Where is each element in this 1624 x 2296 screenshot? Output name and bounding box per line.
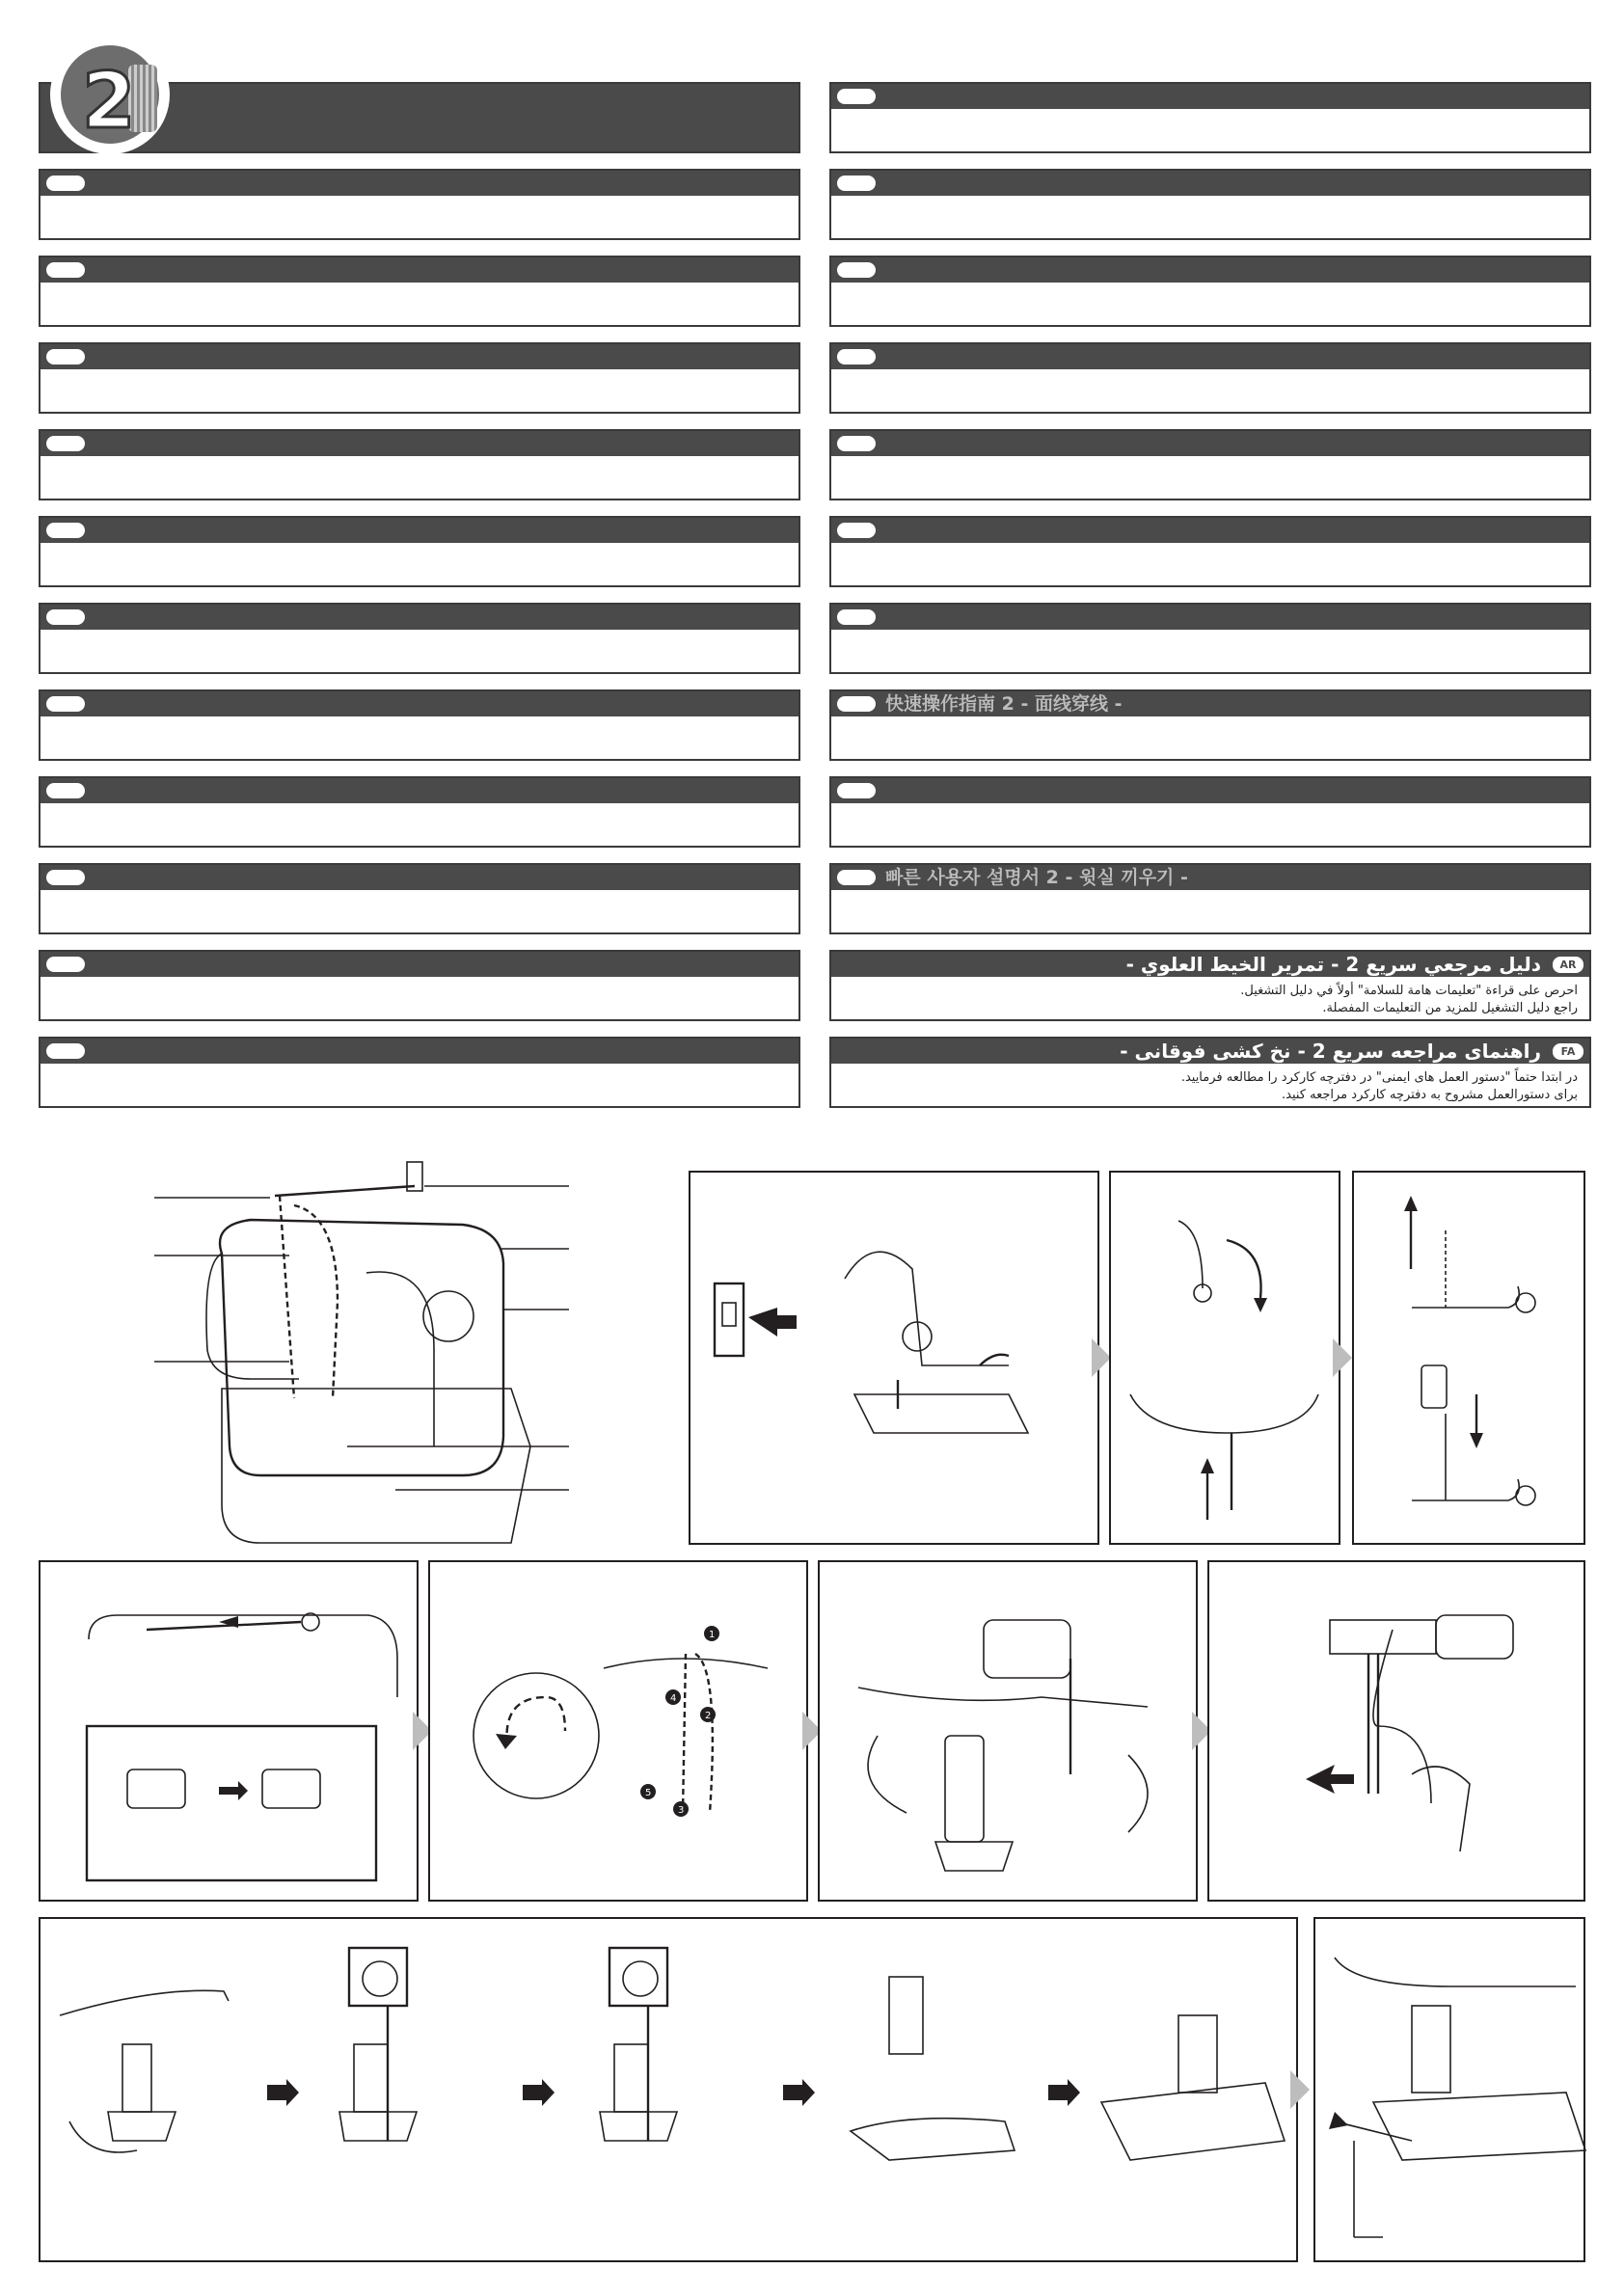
step-marker-3: 3 bbox=[678, 1805, 685, 1816]
language-code-pill bbox=[46, 436, 85, 451]
section-title-ar: دليل مرجعي سريع 2 - تمرير الخيط العلوي - bbox=[1125, 953, 1541, 976]
language-code-pill bbox=[837, 696, 876, 712]
spool-pin-illustration bbox=[1354, 1173, 1587, 1547]
section-text-line: احرص على قراءة "تعليمات هامة للسلامة" أولاً في دليل التشغيل. bbox=[1240, 984, 1578, 998]
language-code-pill: AR bbox=[1553, 957, 1583, 973]
language-code-pill bbox=[46, 523, 85, 538]
step-panel-pull-threads-back bbox=[1313, 1917, 1585, 2262]
language-code-pill bbox=[46, 176, 85, 191]
language-section bbox=[39, 429, 800, 500]
language-section bbox=[39, 256, 800, 327]
badge-number: 2 bbox=[82, 56, 136, 146]
step-panel-power-and-presser-foot bbox=[689, 1171, 1099, 1545]
language-code-pill bbox=[46, 1043, 85, 1059]
section-text-line: در ابتدا حتماً "دستور العمل های ایمنی" در دفترچه کارکرد را مطالعه فرمایید. bbox=[1180, 1070, 1578, 1085]
step-panel-raise-bobbin-thread bbox=[39, 1917, 1298, 2262]
language-code-pill bbox=[46, 957, 85, 972]
language-code-pill bbox=[837, 870, 876, 885]
language-section-ar bbox=[829, 950, 1591, 1021]
step-panel-needle-bar-guide bbox=[818, 1560, 1198, 1902]
language-section bbox=[829, 429, 1591, 500]
language-section bbox=[39, 1037, 800, 1108]
language-section bbox=[829, 516, 1591, 587]
thread-guide-illustration bbox=[41, 1562, 420, 1904]
language-section-zh bbox=[829, 689, 1591, 761]
step-marker-5: 5 bbox=[645, 1788, 652, 1798]
language-section bbox=[829, 776, 1591, 848]
language-code-pill bbox=[46, 696, 85, 712]
language-section bbox=[829, 603, 1591, 674]
section-title-zh: 快速操作指南 2 - 面线穿线 - bbox=[885, 693, 1123, 715]
needle-threading-illustration bbox=[1209, 1562, 1587, 1904]
language-section bbox=[829, 82, 1591, 153]
step-arrow-icon bbox=[1290, 2070, 1310, 2109]
language-section bbox=[39, 516, 800, 587]
language-section bbox=[39, 342, 800, 414]
language-section bbox=[39, 689, 800, 761]
language-code-pill bbox=[837, 349, 876, 365]
pull-threads-illustration bbox=[1315, 1919, 1587, 2264]
language-code-pill bbox=[837, 783, 876, 798]
section-title-ko: 빠른 사용자 설명서 2 - 윗실 끼우기 - bbox=[885, 867, 1188, 888]
language-code-pill bbox=[46, 262, 85, 278]
language-section bbox=[829, 342, 1591, 414]
bobbin-thread-sequence-illustration bbox=[41, 1919, 1300, 2264]
language-section bbox=[829, 169, 1591, 240]
sewing-machine-overview-illustration bbox=[145, 1157, 588, 1562]
language-code-pill bbox=[837, 609, 876, 625]
language-section-fa bbox=[829, 1037, 1591, 1108]
language-code-pill bbox=[837, 436, 876, 451]
step-panel-thread-path bbox=[428, 1560, 808, 1902]
language-code-pill bbox=[46, 870, 85, 885]
step-panel-thread-guide bbox=[39, 1560, 419, 1902]
step-marker-2: 2 bbox=[705, 1711, 712, 1721]
power-switch-illustration bbox=[690, 1173, 1101, 1547]
language-section bbox=[39, 169, 800, 240]
step-arrow-icon bbox=[1092, 1338, 1111, 1377]
needle-bar-guide-illustration bbox=[820, 1562, 1200, 1904]
language-section-ko bbox=[829, 863, 1591, 934]
step-panel-raise-needle bbox=[1109, 1171, 1340, 1545]
language-section bbox=[829, 256, 1591, 327]
language-code-pill bbox=[46, 609, 85, 625]
quick-reference-badge bbox=[50, 35, 170, 154]
step-panel-spool-pin bbox=[1352, 1171, 1585, 1545]
language-code-pill bbox=[837, 176, 876, 191]
language-code-pill bbox=[46, 349, 85, 365]
language-code-pill bbox=[837, 523, 876, 538]
section-title-fa: راهنمای مراجعه سریع 2 - نخ کشی فوقانی - bbox=[1120, 1040, 1541, 1063]
step-marker-1: 1 bbox=[709, 1630, 716, 1640]
language-code-pill bbox=[837, 262, 876, 278]
language-section bbox=[39, 863, 800, 934]
threading-path-illustration bbox=[430, 1562, 810, 1904]
language-code-pill: FA bbox=[1553, 1043, 1583, 1060]
language-code-pill bbox=[837, 89, 876, 104]
step-panel-thread-needle bbox=[1207, 1560, 1585, 1902]
language-section bbox=[39, 776, 800, 848]
handwheel-needle-illustration bbox=[1111, 1173, 1342, 1547]
section-text-line: برای دستورالعمل مشروح به دفترچه کارکرد مراجعه کنید. bbox=[1282, 1088, 1578, 1102]
language-section bbox=[39, 603, 800, 674]
language-code-pill bbox=[46, 783, 85, 798]
step-arrow-icon bbox=[1333, 1338, 1352, 1377]
section-text-line: راجع دليل التشغيل للمزيد من التعليمات المفصلة. bbox=[1322, 1001, 1578, 1015]
language-section bbox=[39, 950, 800, 1021]
step-marker-4: 4 bbox=[670, 1693, 677, 1704]
